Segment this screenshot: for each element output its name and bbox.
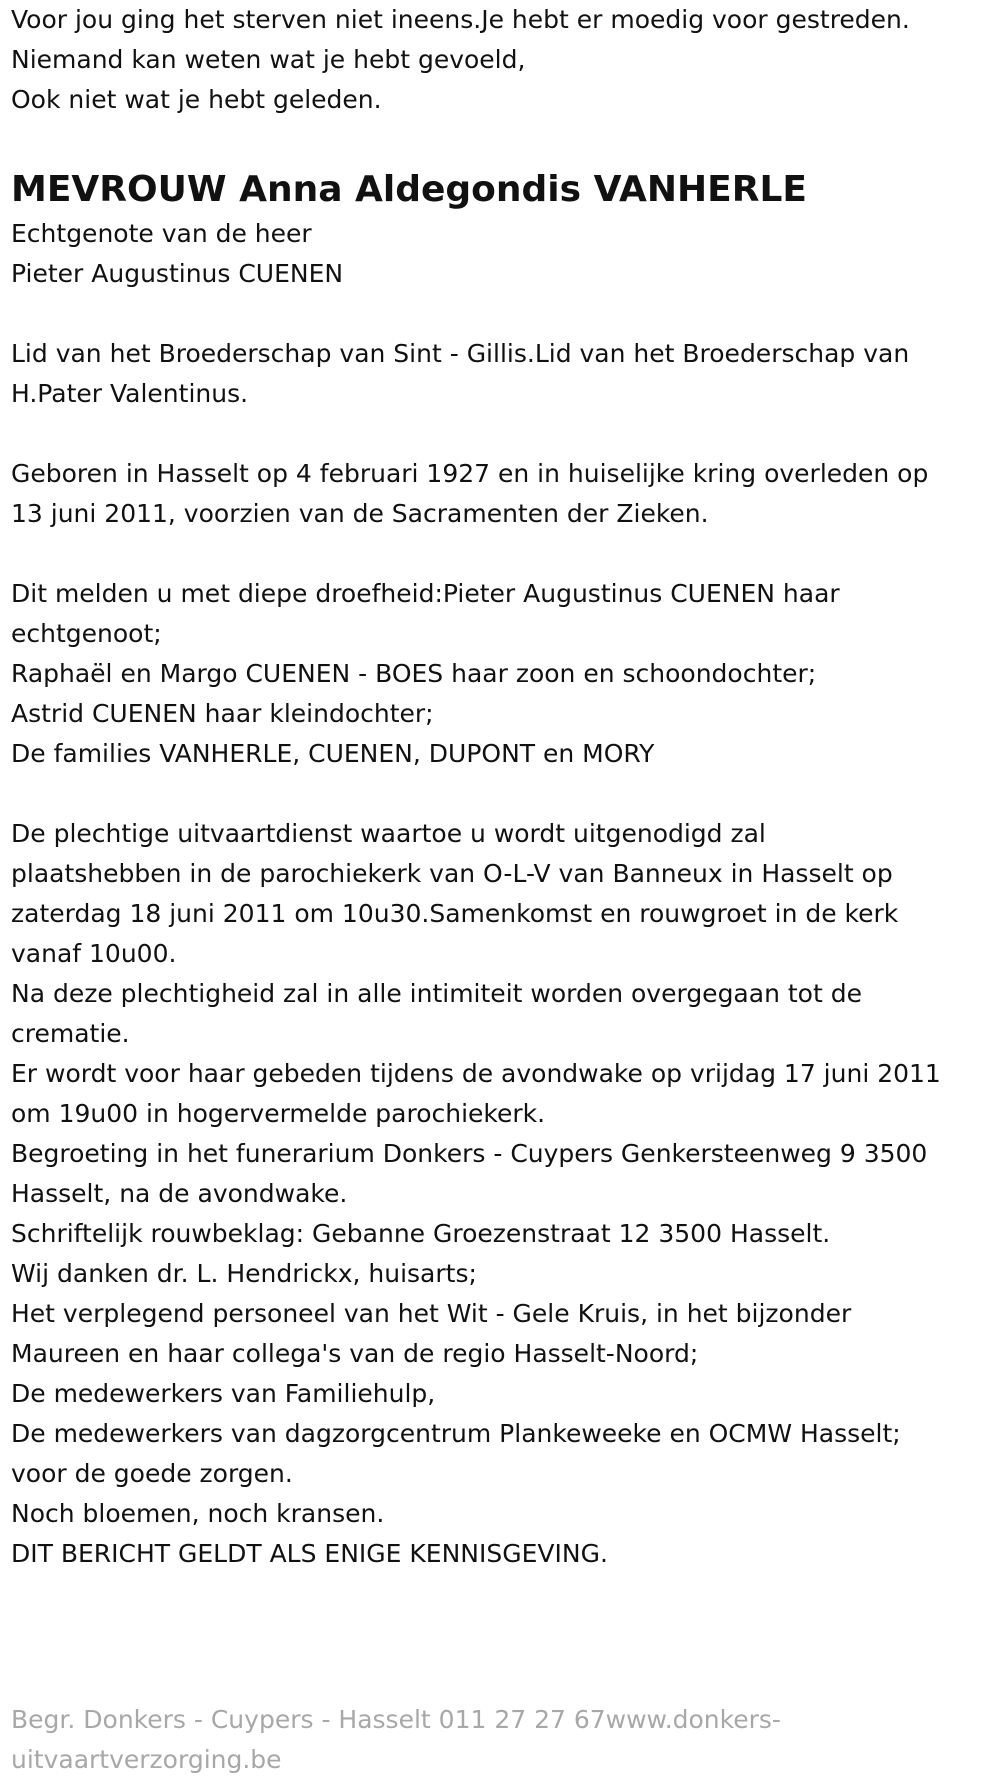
spouse-line: Echtgenote van de heer [11, 219, 312, 248]
membership-paragraph [11, 334, 996, 414]
family-line: De families VANHERLE, CUENEN, DUPONT en MORY [11, 739, 655, 768]
spouse-line: Pieter Augustinus CUENEN [11, 259, 344, 288]
ceremony-line: voor de goede zorgen. [11, 1459, 293, 1488]
birth-death-line: 13 juni 2011, voorzien van de Sacramenten der Zieken. [11, 499, 709, 528]
ceremony-line: Wij danken dr. L. Hendrickx, huisarts; [11, 1259, 477, 1288]
ceremony-line: vanaf 10u00. [11, 939, 177, 968]
membership-line: Lid van het Broederschap van Sint - Gillis.Lid van het Broederschap van [11, 339, 910, 368]
ceremony-paragraph [11, 814, 996, 1574]
spacer [11, 774, 996, 814]
poem-line: Ook niet wat je hebt geleden. [11, 85, 382, 114]
ceremony-line: De plechtige uitvaartdienst waartoe u wordt uitgenodigd zal [11, 819, 766, 848]
ceremony-line: Schriftelijk rouwbeklag: Gebanne Groezenstraat 12 3500 Hasselt. [11, 1219, 831, 1248]
ceremony-line: DIT BERICHT GELDT ALS ENIGE KENNISGEVING. [11, 1539, 608, 1568]
obituary-notice [11, 0, 996, 1574]
ceremony-line: Maureen en haar collega's van de regio Hasselt-Noord; [11, 1339, 699, 1368]
family-line: echtgenoot; [11, 619, 162, 648]
ceremony-line: Noch bloemen, noch kransen. [11, 1499, 385, 1528]
ceremony-line: Het verplegend personeel van het Wit - Gele Kruis, in het bijzonder [11, 1299, 852, 1328]
ceremony-line: Hasselt, na de avondwake. [11, 1179, 348, 1208]
poem-line: Niemand kan weten wat je hebt gevoeld, [11, 45, 526, 74]
family-line: Dit melden u met diepe droefheid:Pieter Augustinus CUENEN haar [11, 579, 840, 608]
ceremony-line: De medewerkers van dagzorgcentrum Plankeweeke en OCMW Hasselt; [11, 1419, 901, 1448]
poem [11, 0, 996, 120]
family-line: Astrid CUENEN haar kleindochter; [11, 699, 434, 728]
ceremony-line: De medewerkers van Familiehulp, [11, 1379, 436, 1408]
family-paragraph [11, 574, 996, 774]
spacer [11, 294, 996, 334]
ceremony-line: Begroeting in het funerarium Donkers - Cuypers Genkersteenweg 9 3500 [11, 1139, 928, 1168]
ceremony-line: plaatshebben in de parochiekerk van O-L-V van Banneux in Hasselt op [11, 859, 893, 888]
birth-death-line: Geboren in Hasselt op 4 februari 1927 en in huiselijke kring overleden op [11, 459, 929, 488]
spacer [11, 120, 996, 160]
membership-line: H.Pater Valentinus. [11, 379, 249, 408]
ceremony-line: om 19u00 in hogervermelde parochiekerk. [11, 1099, 546, 1128]
footer-line: Begr. Donkers - Cuypers - Hasselt 011 27 27 67www.donkers- [11, 1705, 781, 1734]
ceremony-line: crematie. [11, 1019, 130, 1048]
spacer [11, 414, 996, 454]
ceremony-line: zaterdag 18 juni 2011 om 10u30.Samenkomst en rouwgroet in de kerk [11, 899, 899, 928]
poem-line: Voor jou ging het sterven niet ineens.Je hebt er moedig voor gestreden. [11, 5, 910, 34]
footer-line: uitvaartverzorging.be [11, 1745, 282, 1774]
birth-death-paragraph [11, 454, 996, 534]
ceremony-line: Er wordt voor haar gebeden tijdens de avondwake op vrijdag 17 juni 2011 [11, 1059, 941, 1088]
deceased-name: MEVROUW Anna Aldegondis VANHERLE [11, 169, 807, 210]
funeral-home-footer [11, 1700, 996, 1780]
spouse-info [11, 214, 996, 294]
family-line: Raphaël en Margo CUENEN - BOES haar zoon en schoondochter; [11, 659, 817, 688]
spacer [11, 534, 996, 574]
ceremony-line: Na deze plechtigheid zal in alle intimiteit worden overgegaan tot de [11, 979, 862, 1008]
